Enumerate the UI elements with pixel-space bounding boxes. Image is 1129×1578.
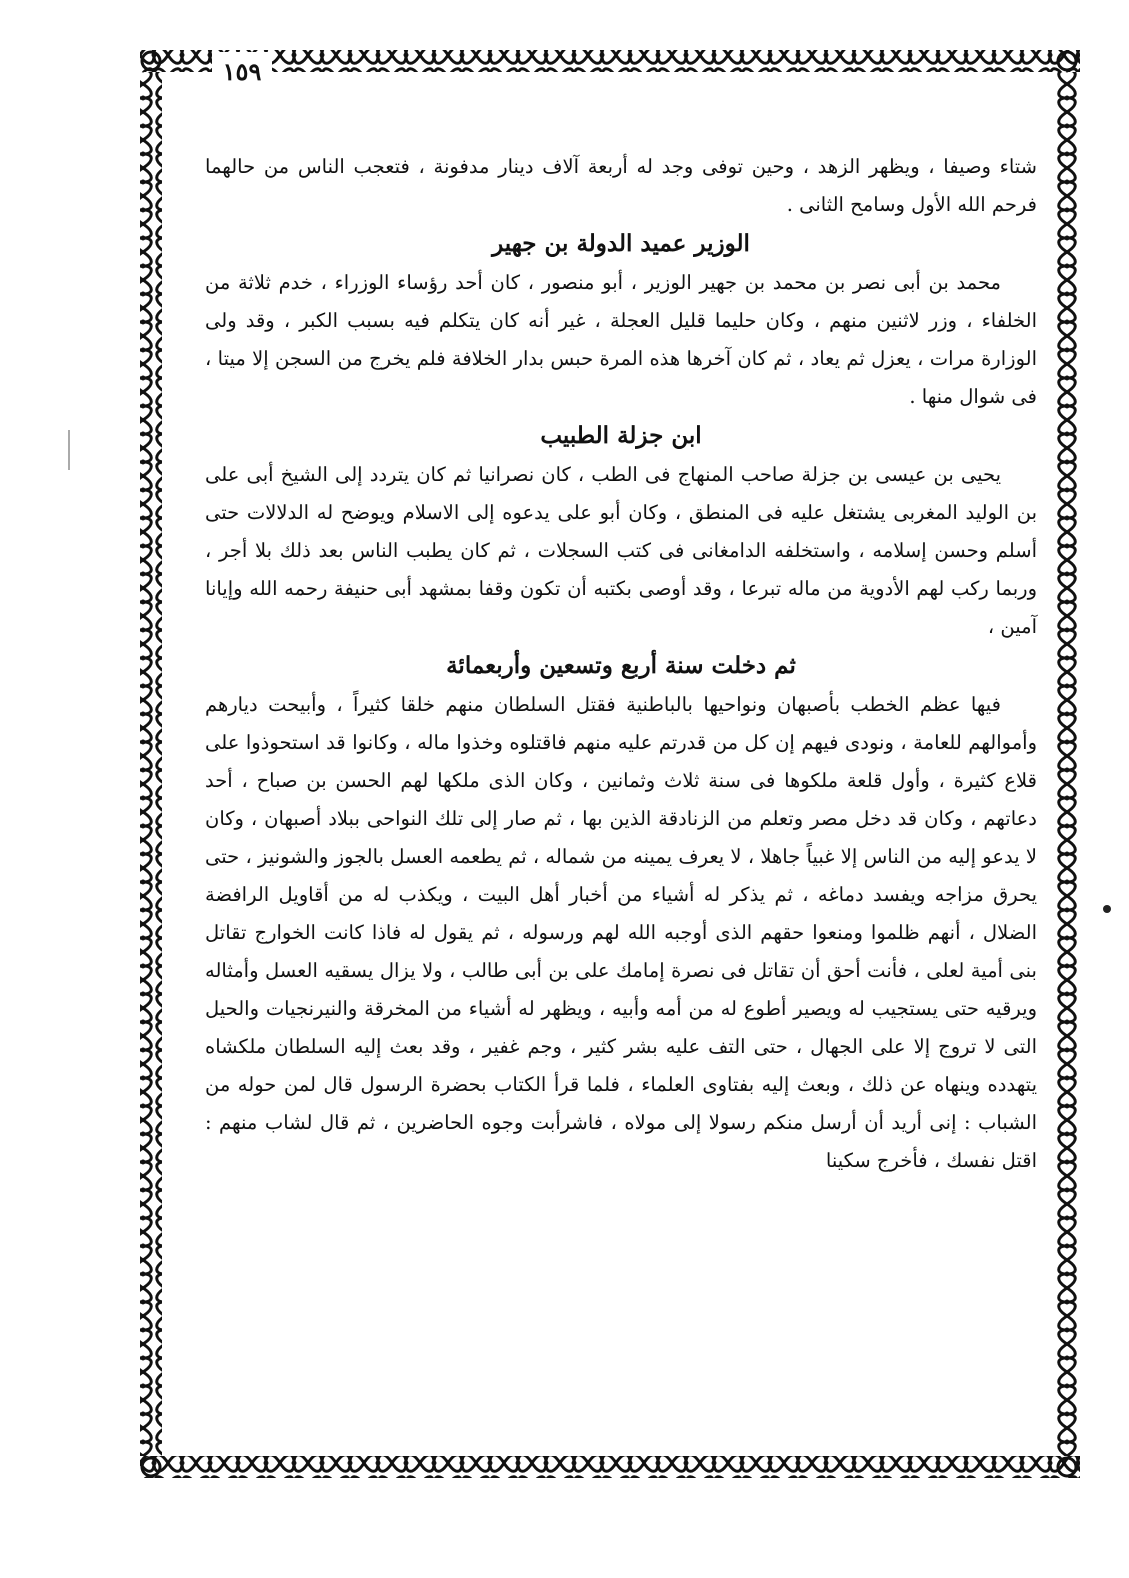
border-left: [140, 72, 162, 1456]
border-top: [140, 50, 1080, 72]
heading-year: ثم دخلت سنة أربع وتسعين وأربعمائة: [446, 652, 796, 679]
scan-artifact: [68, 430, 70, 470]
paragraph-continuation: شتاء وصيفا ، ويظهر الزهد ، وحين توفى وجد له أربعة آلاف دينار مدفونة ، فتعجب الناس من حالهما فرحم الله الأول وسامح الثانى .: [205, 155, 1037, 216]
page-number: ١٥٩: [212, 52, 272, 92]
paragraph-vizier: محمد بن أبى نصر بن محمد بن جهير الوزير ، أبو منصور ، كان أحد رؤساء الوزراء ، خدم ثلاثة من الخلفاء ، وزر لاثنين منهم ، وكان حليما قليل العجلة ، غير أنه كان يتكلم فيه بسبب الكبر ، وقد ولى الوزارة مرات ، يعزل ثم يعاد ، ثم كان آخرها هذه المرة حبس بدار الخلافة فلم يخرج من السجن إلا ميتا ، فى شوال منها .: [205, 271, 1037, 408]
heading-vizier: الوزير عميد الدولة بن جهير: [492, 230, 750, 257]
paragraph-year-events: فيها عظم الخطب بأصبهان ونواحيها بالباطنية فقتل السلطان منهم خلقا كثيراً ، وأبيحت ديارهم وأموالهم للعامة ، ونودى فيهم إن كل من قدرتم عليه منهم فاقتلوه وخذوا ماله ، وكانوا قد استحوذوا على قلاع كثيرة ، وأول قلعة ملكوها فى سنة ثلاث وثمانين ، وكان الذى ملكها لهم الحسن بن صباح ، أحد دعاتهم ، وكان قد دخل مصر وتعلم من الزنادقة الذين بها ، ثم صار إلى تلك النواحى ببلاد أصبهان ، وكان لا يدعو إليه من الناس إلا غبياً جاهلا ، لا يعرف يمينه من شماله ، ثم يطعمه العسل بالجوز والشونيز ، حتى يحرق مزاجه ويفسد دماغه ، ثم يذكر له أشياء من أخبار أهل البيت ، ويكذب له من أقاويل الرافضة الضلال ، أنهم ظلموا ومنعوا حقهم الذى أوجبه الله لهم ورسوله ، ثم يقول له فاذا كانت الخوارج تقاتل بنى أمية لعلى ، فأنت أحق أن تقاتل فى نصرة إمامك على بن أبى طالب ، ولا يزال يسقيه العسل وأمثاله ويرقيه حتى يستجيب له ويصير أطوع له من أمه وأبيه ، ويظهر له أشياء من المخرقة والنيرنجيات والحيل التى لا تروج إلا على الجهال ، حتى التف عليه بشر كثير ، وجم غفير ، وقد بعث إليه السلطان ملكشاه يتهدده وينهاه عن ذلك ، وبعث إليه بفتاوى العلماء ، فلما قرأ الكتاب بحضرة الرسول قال لمن حوله من الشباب : إنى أريد أن أرسل منكم رسولا إلى مولاه ، فاشرأبت وجوه الحاضرين ، ثم قال لشاب منهم : اقتل نفسك ، فأخرج سكينا: [205, 693, 1037, 1172]
heading-physician: ابن جزلة الطبيب: [540, 422, 702, 449]
border-right: [1056, 72, 1078, 1456]
paragraph-physician: يحيى بن عيسى بن جزلة صاحب المنهاج فى الطب ، كان نصرانيا ثم كان يتردد إلى الشيخ أبى على بن الوليد المغربى يشتغل عليه فى المنطق ، وكان أبو على يدعوه إلى الاسلام ويوضح له الدلالات حتى أسلم وحسن إسلامه ، واستخلفه الدامغانى فى كتب السجلات ، ثم كان يطبب الناس بعد ذلك بلا أجر ، وربما ركب لهم الأدوية من ماله تبرعا ، وقد أوصى بكتبه أن تكون وقفا بمشهد أبى حنيفة رحمه الله وإيانا آمين ،: [205, 463, 1037, 638]
text-body: [205, 148, 1037, 1498]
scan-artifact-dot: [1103, 905, 1111, 913]
